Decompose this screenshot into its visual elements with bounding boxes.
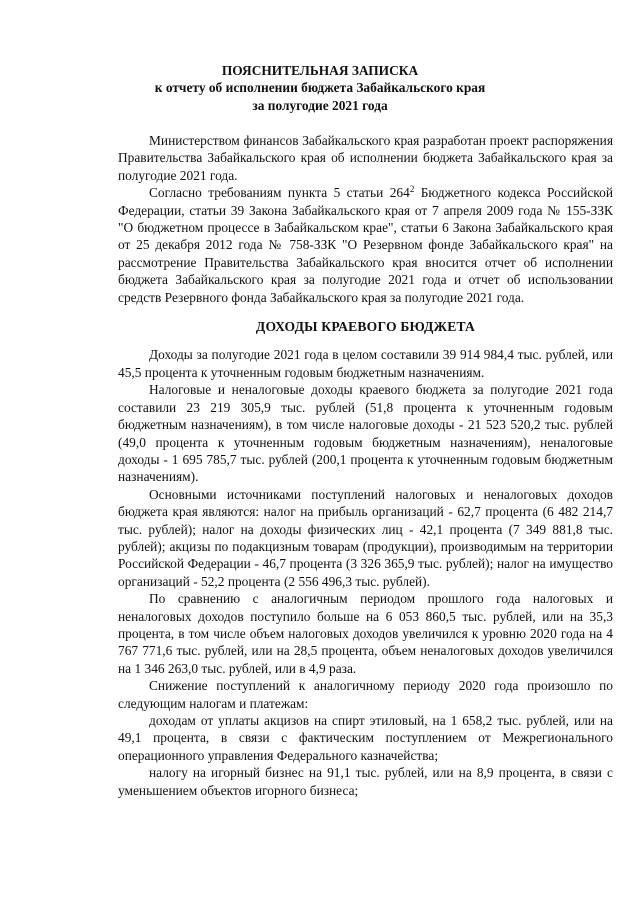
body-paragraph-2: Налоговые и неналоговые доходы краевого бюджета за полугодие 2021 года составили 23 219 305,9 тыс. рублей (51,8 процента к уточненным годовым бюджетным назначениям), в том числе налоговые доходы - 21 523 520,2 тыс. рублей (49,0 процента к уточненным годовым бюджетным назначениям), неналоговые доходы - 1 695 785,7 тыс. рублей (200,1 процента к уточненным годовым бюджетным назначениям). xyxy=(118,382,613,485)
body-paragraph-3: Основными источниками поступлений налоговых и неналоговых доходов бюджета края являются: налог на прибыль организаций - 62,7 процента (6 482 214,7 тыс. рублей); налог на доходы физических лиц - 42,1 процента (7 349 881,8 тыс. рублей); акцизы по подакцизным товарам (продукции), производимым на территории Российской Федерации - 46,7 процента (3 326 365,9 тыс. рублей); налог на имущество организаций - 52,2 процента (2 556 496,3 тыс. рублей). xyxy=(118,486,613,589)
body-paragraph-7: налогу на игорный бизнес на 91,1 тыс. рублей, или на 8,9 процента, в связи с уменьшением объектов игорного бизнеса; xyxy=(118,765,613,798)
article-superscript: 2 xyxy=(409,184,415,195)
document-header xyxy=(0,62,640,114)
body-paragraph-6: доходам от уплаты акцизов на спирт этиловый, на 1 658,2 тыс. рублей, или на 49,1 процента, в связи с фактическим поступлением от Межрегионального операционного управления Федерального казначейства; xyxy=(118,713,613,763)
document-subtitle-line-1: к отчету об исполнении бюджета Забайкальского края xyxy=(154,80,486,96)
body-paragraph-4: По сравнению с аналогичным периодом прошлого года налоговых и неналоговых доходов поступило больше на 6 053 860,5 тыс. рублей, или на 35,3 процента, в том числе объем налоговых доходов увеличился к уровню 2020 года на 4 767 771,6 тыс. рублей, или на 28,5 процента, объем неналоговых доходов увеличился на 1 346 263,0 тыс. рублей, или в 4,9 раза. xyxy=(118,591,613,676)
document-title: ПОЯСНИТЕЛЬНАЯ ЗАПИСКА xyxy=(221,63,419,78)
document-body xyxy=(118,132,613,799)
intro-paragraph-1: Министерством финансов Забайкальского края разработан проект распоряжения Правительства Забайкальского края об исполнении бюджета Забайкальского края за полугодие 2021 года. xyxy=(118,133,613,183)
section-heading: ДОХОДЫ КРАЕВОГО БЮДЖЕТА xyxy=(255,319,476,335)
intro-paragraph-2-start: Согласно требованиям пункта 5 статьи 264 xyxy=(149,185,410,201)
document-subtitle-line-2: за полугодие 2021 года xyxy=(252,97,388,113)
intro-paragraph-2-rest: Бюджетного кодекса Российской Федерации, статьи 39 Закона Забайкальского края от 7 апреля 2009 года № 155-ЗЗК "О бюджетном процессе в Забайкальском крае", статьи 6 Закона Забайкальского края от 25 декабря 2012 года № 758-ЗЗК "О Резервном фонде Забайкальского края" на рассмотрение Правительства Забайкальского края вносится отчет об исполнении бюджета Забайкальского края за полугодие 2021 года и отчет об использовании средств Резервного фонда Забайкальского края за полугодие 2021 года. xyxy=(118,185,613,305)
body-paragraph-5: Снижение поступлений к аналогичному периоду 2020 года произошло по следующим налогам и платежам: xyxy=(118,678,613,711)
intro-paragraph-2 xyxy=(118,184,613,306)
body-paragraph-1: Доходы за полугодие 2021 года в целом составили 39 914 984,4 тыс. рублей, или 45,5 процента к уточненным годовым бюджетным назначениям. xyxy=(118,347,613,380)
